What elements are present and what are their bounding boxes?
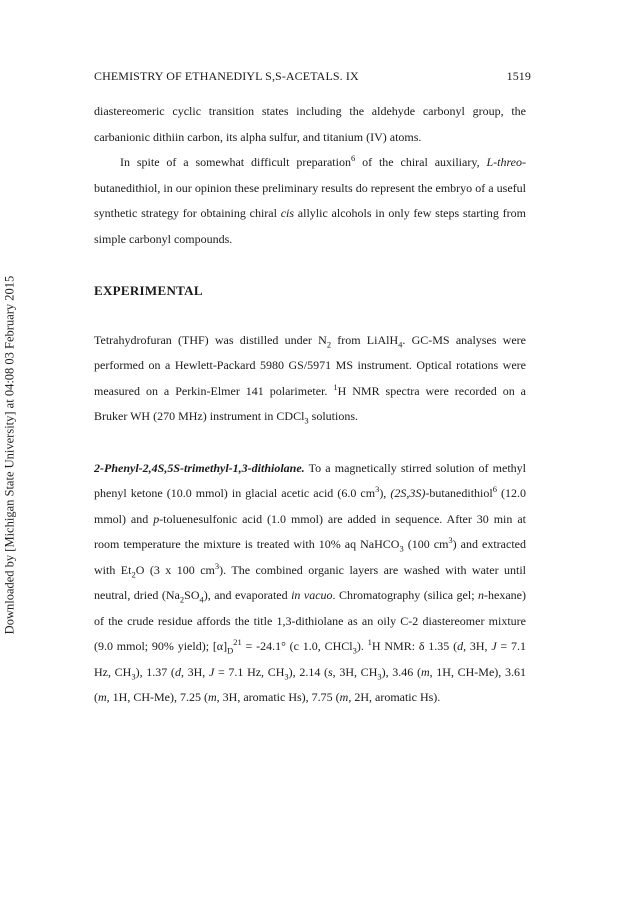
download-watermark-text: Downloaded by [Michigan State University] at 04:08 03 February 2015 (2, 275, 17, 635)
section-heading-experimental: EXPERIMENTAL (94, 283, 203, 298)
page-number: 1519 (506, 69, 531, 83)
download-watermark (3, 245, 17, 665)
general-methods-paragraph: Tetrahydrofuran (THF) was distilled under $N_2$ from LiAlH$_4$. GC-MS analyses were performed on a Hewlett-Packard 5980 GS/5971 MS instrument. Optical rotations were measured on a Perkin-Elmer 141 polarimeter. $^1$H NMR spectra were recorded on a Bruker WH (270 MHz) instrument in CDCl$_3$ solutions. (94, 332, 526, 426)
compound-title: 2-Phenyl-2,4S,5S-trimethyl-1,3-dithiolane. (94, 460, 305, 475)
reference-6: 6 (350, 153, 356, 163)
article-body (94, 99, 526, 711)
running-header (94, 69, 531, 84)
journal-section-title: CHEMISTRY OF ETHANEDIYL S,S-ACETALS. IX (94, 69, 359, 83)
procedure-paragraph: 2-Phenyl-2,4S,5S-trimethyl-1,3-dithiolane. To a magnetically stirred solution of methyl phenyl ketone (10.0 mmol) in glacial acetic acid (6.0 $cm^3$), (2S,3S)-butanedithiol$^6$ (12.0 mmol) and p-toluenesulfonic acid (1.0 mmol) are added in sequence. After 30 min at room temperature the mixture is treated with 10% aq NaHCO$_3$ (100 $cm^3$) and extracted with $Et_2O$ (3 x 100 $cm^3$). The combined organic layers are washed with water until neutral, dried $(Na_2SO_4)$, and evaporated in vacuo. Chromatography (silica gel; n-hexane) of the crude residue affords the title 1,3-dithiolane as an oily C-2 diastereomer mixture (9.0 mmol; 90% yield); $[\alpha]_D^{21} = -24.1^\circ$ (c 1.0, CHCl$_3$). $^1$H NMR: δ 1.35 (d, 3H, J = 7.1 Hz, $CH_3$), 1.37 (d, 3H, J = 7.1 Hz, $CH_3$), 2.14 (s, 3H, $CH_3$), 3.46 (m, 1H, CH-Me), 3.61 (m, 1H, CH-Me), 7.25 (m, 3H, aromatic Hs), 7.75 (m, 2H, aromatic Hs). (94, 460, 527, 704)
intro-paragraph-2: In spite of a somewhat difficult preparation$^6$ of the chiral auxiliary, L-threo-butanedithiol, in our opinion these preliminary results do represent the embryo of a useful synthetic strategy for obtaining chiral cis allylic alcohols in only few steps starting from simple carbonyl compounds. (94, 153, 526, 246)
intro-paragraph-1: diastereomeric cyclic transition states including the aldehyde carbonyl group, the carbanionic dithiin carbon, its alpha sulfur, and titanium (IV) atoms. (94, 104, 526, 144)
